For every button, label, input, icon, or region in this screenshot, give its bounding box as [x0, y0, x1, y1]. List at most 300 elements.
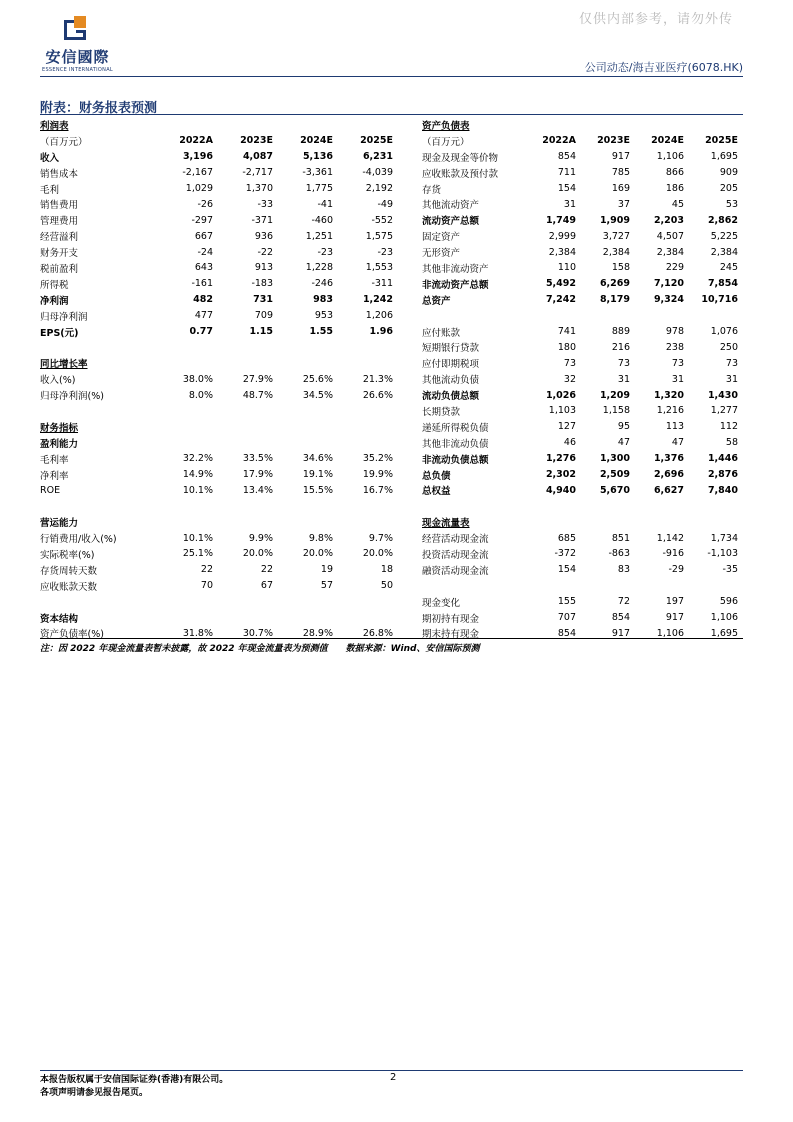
row-value: 1,909 — [599, 214, 630, 226]
row-label: 收入 — [40, 152, 60, 164]
row-label — [40, 339, 155, 355]
row-value — [686, 117, 740, 133]
row-value — [335, 610, 395, 626]
row-value: 250 — [719, 341, 738, 353]
table-row — [422, 498, 740, 514]
row-label: 固定资产 — [422, 232, 461, 244]
row-value: 1,228 — [305, 262, 333, 274]
row-value: 1,026 — [545, 389, 576, 401]
table-row — [40, 212, 395, 228]
row-value: 2,203 — [653, 214, 684, 226]
row-value: 31 — [563, 198, 576, 210]
row-value: -863 — [608, 548, 630, 560]
row-value: 47 — [671, 437, 684, 449]
row-value: 205 — [719, 183, 738, 194]
table-row — [40, 562, 395, 578]
row-value: 73 — [671, 357, 684, 369]
company-logo — [40, 16, 115, 76]
table-row — [40, 610, 395, 626]
row-value: -22 — [257, 246, 273, 258]
row-label: 利润表 — [40, 120, 69, 132]
row-value — [686, 498, 740, 514]
row-value: 709 — [254, 310, 273, 322]
row-label: 应付账款 — [422, 327, 461, 339]
footnote: 注：因 2022 年现金流量表暂未披露，故 2022 年现金流量表为预测值 数据来源：Wind、安信国际预测 — [40, 644, 480, 654]
row-value: 741 — [557, 326, 576, 338]
table-row — [422, 451, 740, 467]
row-value: 1,142 — [656, 532, 684, 544]
row-value: 2024E — [300, 135, 333, 147]
row-value — [275, 339, 335, 355]
row-value: 889 — [611, 326, 630, 338]
row-value: -35 — [722, 564, 738, 576]
row-label: 现金变化 — [422, 597, 461, 609]
row-label: 其他非流动负债 — [422, 438, 489, 450]
row-value — [155, 403, 215, 419]
row-value: 45 — [671, 198, 684, 210]
table-row — [40, 228, 395, 244]
row-value: 953 — [314, 310, 333, 322]
row-label — [422, 498, 517, 514]
row-value: -24 — [197, 246, 213, 258]
row-value: 2,384 — [710, 246, 738, 258]
row-value: -183 — [251, 278, 273, 290]
row-value: 5,492 — [545, 278, 576, 290]
row-label: 期末持有现金 — [422, 629, 480, 641]
row-value: 34.5% — [302, 389, 333, 401]
row-label: 归母净利润(%) — [40, 391, 104, 403]
footer-copyright: 本报告版权属于安信国际证券(香港)有限公司。 — [40, 1075, 229, 1085]
row-value — [275, 435, 335, 451]
table-row — [422, 387, 740, 403]
row-value: 731 — [253, 294, 273, 306]
row-value: 2022A — [179, 135, 213, 147]
row-label: 长期贷款 — [422, 406, 461, 418]
row-label — [422, 308, 517, 324]
confidential-watermark: 仅供内部参考，请勿外传 — [578, 12, 733, 27]
row-value: -372 — [554, 548, 576, 560]
table-row — [40, 133, 395, 149]
row-value: 20.0% — [242, 548, 273, 560]
row-value: 1,103 — [548, 405, 576, 417]
row-value: 10.1% — [182, 484, 213, 496]
row-value: 667 — [194, 230, 213, 242]
row-value: 58 — [725, 437, 738, 449]
table-row — [422, 419, 740, 435]
row-value: 26.6% — [362, 389, 393, 401]
table-row — [422, 133, 740, 149]
row-label: 毛利率 — [40, 454, 69, 466]
row-label: 非流动资产总额 — [422, 279, 489, 291]
table-row — [422, 228, 740, 244]
row-value: 37 — [617, 198, 630, 210]
row-value — [275, 419, 335, 435]
row-value: 2023E — [597, 135, 630, 147]
row-value — [155, 117, 215, 133]
table-row — [422, 181, 740, 197]
row-value: 95 — [617, 421, 630, 433]
row-value — [517, 578, 578, 594]
row-value: 13.4% — [242, 484, 273, 496]
row-label: 销售费用 — [40, 200, 79, 212]
balance-sheet-table — [422, 117, 740, 641]
row-value: 707 — [557, 612, 576, 624]
table-row — [40, 626, 395, 642]
row-value: -4,039 — [362, 167, 393, 179]
row-label: 盈利能力 — [40, 438, 79, 450]
row-value — [686, 308, 740, 324]
row-value: -916 — [662, 548, 684, 560]
row-label: 销售成本 — [40, 168, 79, 180]
row-value: 72 — [617, 596, 630, 608]
row-value — [275, 403, 335, 419]
footer-divider — [40, 1070, 743, 1071]
row-value — [686, 514, 740, 530]
table-row — [422, 514, 740, 530]
row-value: 1,749 — [545, 214, 576, 226]
row-value: 2,862 — [707, 214, 738, 226]
row-value: 851 — [611, 532, 630, 544]
table-bottom-divider — [40, 638, 743, 639]
row-value — [517, 498, 578, 514]
table-row — [422, 117, 740, 133]
row-label: 财务指标 — [40, 422, 79, 434]
row-value: 1,300 — [599, 453, 630, 465]
row-label: ROE — [40, 484, 61, 496]
table-row — [422, 212, 740, 228]
row-value: 854 — [611, 612, 630, 624]
row-value — [215, 403, 275, 419]
table-row — [422, 578, 740, 594]
row-label: 同比增长率 — [40, 359, 88, 371]
table-row — [422, 196, 740, 212]
row-value: -3,361 — [302, 167, 333, 179]
row-value: 685 — [557, 532, 576, 544]
row-value: 5,670 — [599, 484, 630, 496]
row-value: 1,209 — [599, 389, 630, 401]
row-value — [335, 355, 395, 371]
table-row — [40, 435, 395, 451]
row-value: 197 — [665, 596, 684, 608]
table-row — [422, 626, 740, 642]
row-value — [155, 435, 215, 451]
row-value — [155, 419, 215, 435]
page-number: 2 — [390, 1072, 397, 1083]
row-label: 短期银行贷款 — [422, 343, 480, 355]
table-row — [40, 260, 395, 276]
row-value: 1,734 — [710, 532, 738, 544]
row-label: 管理费用 — [40, 216, 79, 228]
row-value: -297 — [191, 214, 213, 226]
row-value: -460 — [311, 214, 333, 226]
row-label: EPS(元) — [40, 327, 79, 339]
row-value: 15.5% — [302, 484, 333, 496]
row-value: 6,269 — [599, 278, 630, 290]
row-value: 1,206 — [365, 310, 393, 322]
row-value: 2,302 — [545, 469, 576, 481]
row-value: 1,277 — [710, 405, 738, 417]
row-label: 经营活动现金流 — [422, 534, 489, 546]
footer-notice: 各项声明请参见报告尾页。 — [40, 1088, 149, 1098]
row-value — [215, 594, 275, 610]
row-value: 2025E — [360, 135, 393, 147]
table-row — [40, 578, 395, 594]
row-value: 2024E — [651, 135, 684, 147]
table-row — [422, 435, 740, 451]
row-value: 2,696 — [653, 469, 684, 481]
title-divider — [40, 114, 743, 115]
table-row — [40, 451, 395, 467]
row-value: -371 — [251, 214, 273, 226]
row-value: 245 — [719, 262, 738, 274]
row-label: 现金及现金等价物 — [422, 152, 499, 164]
logo-mark-icon — [64, 16, 90, 42]
row-value — [155, 498, 215, 514]
row-value: 53 — [725, 198, 738, 210]
row-label: （百万元） — [422, 136, 470, 148]
row-value: 17.9% — [242, 469, 273, 481]
row-value: 6,627 — [653, 484, 684, 496]
row-value: 27.9% — [242, 373, 273, 385]
footer-disclaimer — [40, 1074, 228, 1100]
row-value: 1,376 — [653, 453, 684, 465]
row-value: 2,999 — [548, 230, 576, 242]
row-label: （百万元） — [40, 136, 88, 148]
row-value: 643 — [194, 262, 213, 274]
row-value: -29 — [668, 564, 684, 576]
table-row — [422, 482, 740, 498]
row-label: 实际税率(%) — [40, 549, 95, 561]
row-value: -33 — [257, 198, 273, 210]
row-value — [215, 514, 275, 530]
row-value: 158 — [611, 262, 630, 274]
row-label: 资产负债率(%) — [40, 629, 104, 641]
row-label — [40, 498, 155, 514]
table-row — [40, 165, 395, 181]
row-value: 3,727 — [602, 230, 630, 242]
table-row — [40, 324, 395, 340]
row-value: 127 — [557, 421, 576, 433]
row-value: 25.1% — [182, 548, 213, 560]
table-row — [422, 403, 740, 419]
row-value: 9.8% — [308, 532, 333, 544]
row-value: 5,225 — [710, 230, 738, 242]
row-value: 1,446 — [707, 453, 738, 465]
logo-english-name: ESSENCE INTERNATIONAL — [41, 67, 114, 73]
row-label: 总资产 — [422, 295, 451, 307]
row-label: 资产负债表 — [422, 120, 470, 132]
row-value: 154 — [557, 564, 576, 576]
table-row — [40, 276, 395, 292]
row-value: 67 — [260, 580, 273, 592]
row-value: 73 — [563, 357, 576, 369]
row-value: 4,940 — [545, 484, 576, 496]
row-label: 净利率 — [40, 470, 69, 482]
row-value: 936 — [254, 230, 273, 242]
row-value: 7,242 — [545, 294, 576, 306]
page-title: 附表：财务报表预测 — [40, 101, 158, 116]
row-value: 16.7% — [362, 484, 393, 496]
row-value — [215, 355, 275, 371]
row-value — [215, 498, 275, 514]
row-value: 2023E — [240, 135, 273, 147]
row-label: 其他非流动资产 — [422, 263, 489, 275]
row-label: 应收账款及预付款 — [422, 168, 499, 180]
row-value: 8,179 — [599, 294, 630, 306]
row-value: 913 — [254, 262, 273, 274]
row-value: 2,509 — [599, 469, 630, 481]
row-value — [578, 117, 632, 133]
row-value: 38.0% — [182, 373, 213, 385]
row-value: 0.77 — [189, 326, 213, 338]
row-value: 31.8% — [182, 627, 213, 639]
row-value: -246 — [311, 278, 333, 290]
row-value: 8.0% — [188, 389, 213, 401]
row-value — [215, 610, 275, 626]
row-value: 33.5% — [242, 453, 273, 465]
row-value: 2,192 — [365, 183, 393, 194]
row-value: 2,384 — [656, 246, 684, 258]
row-value: 1,216 — [656, 405, 684, 417]
row-label: 现金流量表 — [422, 518, 470, 530]
row-value: 32 — [563, 373, 576, 385]
row-value: 26.8% — [362, 627, 393, 639]
table-row — [40, 308, 395, 324]
table-row — [40, 387, 395, 403]
row-value: 34.6% — [302, 453, 333, 465]
row-value — [632, 578, 686, 594]
row-value: 229 — [665, 262, 684, 274]
row-label: 递延所得税负债 — [422, 422, 489, 434]
row-value: -23 — [317, 246, 333, 258]
row-value: 73 — [725, 357, 738, 369]
row-label: 应收账款天数 — [40, 581, 98, 593]
row-value: 854 — [557, 627, 576, 639]
row-label: 收入(%) — [40, 375, 76, 387]
table-row — [40, 514, 395, 530]
row-value — [155, 514, 215, 530]
row-value: -26 — [197, 198, 213, 210]
table-row — [422, 308, 740, 324]
row-value — [275, 514, 335, 530]
row-value: 2,384 — [602, 246, 630, 258]
row-value — [335, 419, 395, 435]
row-value — [155, 610, 215, 626]
row-value: 57 — [320, 580, 333, 592]
row-value: 83 — [617, 564, 630, 576]
row-value: 711 — [557, 167, 576, 179]
row-value — [335, 498, 395, 514]
row-label: 税前盈利 — [40, 263, 79, 275]
row-value: 73 — [617, 357, 630, 369]
row-label: 期初持有现金 — [422, 613, 480, 625]
row-value: 1,251 — [305, 230, 333, 242]
row-value: 1,106 — [656, 151, 684, 163]
row-value: -311 — [371, 278, 393, 290]
row-value: 155 — [557, 596, 576, 608]
table-row — [40, 594, 395, 610]
row-value: 983 — [313, 294, 333, 306]
row-value: 154 — [557, 183, 576, 194]
income-statement-table — [40, 117, 395, 641]
row-value: -23 — [377, 246, 393, 258]
row-value: 477 — [194, 310, 213, 322]
row-value: 10,716 — [701, 294, 738, 306]
row-label: 其他流动资产 — [422, 200, 480, 212]
row-value — [155, 339, 215, 355]
row-value: 7,840 — [707, 484, 738, 496]
row-value: 1,370 — [245, 183, 273, 194]
table-row — [40, 498, 395, 514]
row-value — [632, 498, 686, 514]
row-value: 2025E — [705, 135, 738, 147]
row-value — [517, 117, 578, 133]
table-row — [40, 530, 395, 546]
row-value: 35.2% — [362, 453, 393, 465]
row-value: 32.2% — [182, 453, 213, 465]
row-label: 财务开支 — [40, 248, 79, 260]
row-value: 9.7% — [368, 532, 393, 544]
row-value — [215, 435, 275, 451]
table-row — [40, 292, 395, 308]
row-value: 3,196 — [182, 151, 213, 163]
row-label: 毛利 — [40, 184, 60, 196]
row-value — [275, 117, 335, 133]
row-value: 917 — [665, 612, 684, 624]
row-value: 917 — [611, 151, 630, 163]
row-value: 48.7% — [242, 389, 273, 401]
row-value: 22 — [260, 564, 273, 576]
row-value: -49 — [377, 198, 393, 210]
row-value: 1,276 — [545, 453, 576, 465]
row-label: 经营溢利 — [40, 232, 79, 244]
row-label: 流动资产总额 — [422, 216, 480, 228]
table-row — [40, 117, 395, 133]
row-value — [275, 610, 335, 626]
row-label: 融资活动现金流 — [422, 565, 489, 577]
table-row — [422, 244, 740, 260]
row-value: -41 — [317, 198, 333, 210]
row-label: 存货周转天数 — [40, 565, 98, 577]
row-value: 1.96 — [369, 326, 393, 338]
row-value: 9.9% — [248, 532, 273, 544]
row-value — [335, 339, 395, 355]
row-value: 113 — [665, 421, 684, 433]
row-value: 1,029 — [185, 183, 213, 194]
logo-chinese-name: 安信國際 — [45, 48, 110, 66]
row-value: 1,695 — [710, 151, 738, 163]
table-row — [422, 530, 740, 546]
row-value: 18 — [380, 564, 393, 576]
row-value: 70 — [200, 580, 213, 592]
table-row — [422, 594, 740, 610]
row-value: 1,106 — [656, 627, 684, 639]
row-value: 1,695 — [710, 627, 738, 639]
header-divider — [40, 76, 743, 77]
table-row — [40, 339, 395, 355]
row-label — [422, 578, 517, 594]
row-value: 854 — [557, 151, 576, 163]
row-value — [155, 355, 215, 371]
row-value — [335, 117, 395, 133]
table-row — [422, 355, 740, 371]
table-row — [40, 482, 395, 498]
row-value: -161 — [191, 278, 213, 290]
row-value: 785 — [611, 167, 630, 179]
row-value — [578, 498, 632, 514]
row-value: 19.9% — [362, 469, 393, 481]
row-value: 1,106 — [710, 612, 738, 624]
